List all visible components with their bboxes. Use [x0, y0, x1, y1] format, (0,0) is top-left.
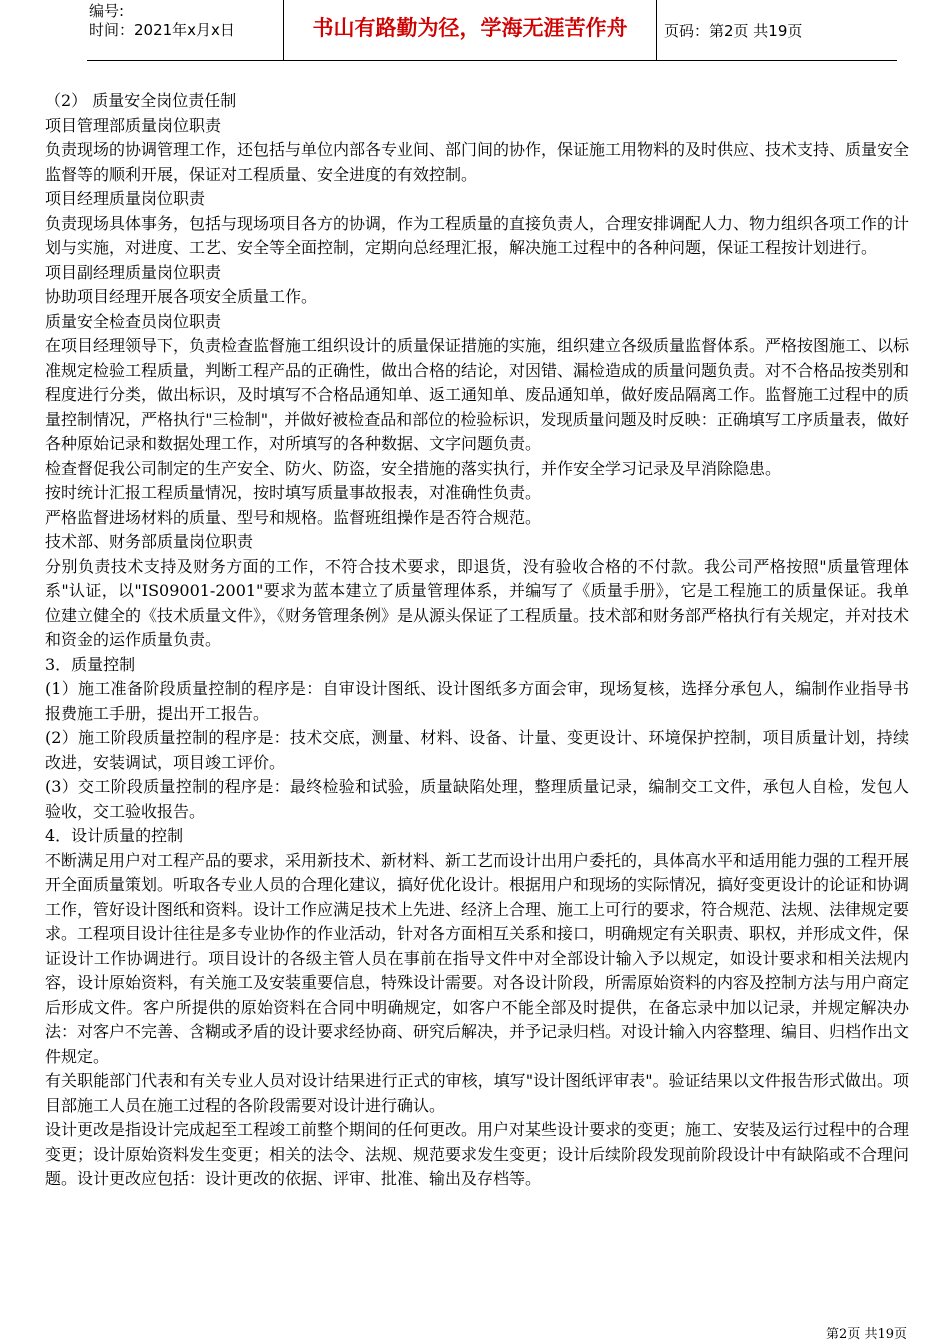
body-paragraph: 协助项目经理开展各项安全质量工作。 — [45, 287, 318, 306]
document-body — [45, 89, 909, 1192]
body-paragraph: 不断满足用户对工程产品的要求，采用新技术、新材料、新工艺而设计出用户委托的，具体高水平和适用能力强的工程开展开全面质量策划。听取各专业人员的合理化建议，搞好优化设计。根据用户和现场的实际情况，搞好变更设计的论证和协调工作，管好设计图纸和资料。设计工作应满足技术上先进、经济上合理、施工上可行的要求，符合规范、法规、法律规定要求。工程项目设计往往是多专业协作的作业活动，针对各方面相互关系和接口，明确规定有关职责、职权，并形成文件，保证设计工作协调进行。项目设计的各级主管人员在事前在指导文件中对全部设计输入予以规定，如设计要求和相关法规内容，设计原始资料，有关施工及安装重要信息，特殊设计需要。对各设计阶段，所需原始资料的内容及控制方法与用户商定后形成文件。客户所提供的原始资料在合同中明确规定，如客户不能全部及时提供，在备忘录中加以记录，并规定解决办法：对客户不完善、含糊或矛盾的设计要求经协商、研究后解决，并予记录归档。对设计输入内容整理、编目、归档作出文件规定。 — [45, 850, 910, 1066]
body-paragraph: 负责现场的协调管理工作，还包括与单位内部各专业间、部门间的协作，保证施工用物料的及时供应、技术支持、质量安全监督等的顺利开展，保证对工程质量、安全进度的有效控制。 — [45, 140, 910, 184]
body-paragraph: 设计更改是指设计完成起至工程竣工前整个期间的任何更改。用户对某些设计要求的变更；施工、安装及运行过程中的合理变更；设计原始资料发生变更；相关的法令、法规、规范要求发生变更；设计后续阶段发现前阶段设计中有缺陷或不合理问题。设计更改应包括：设计更改的依据、评审、批准、输出及存档等。 — [45, 1120, 910, 1188]
subsection-heading: 项目经理质量岗位职责 — [45, 189, 206, 208]
body-paragraph: 分别负责技术支持及财务方面的工作，不符合技术要求，即退货，没有验收合格的不付款。我公司严格按照"质量管理体系"认证，以"IS09001-2001"要求为蓝本建立了质量管理体系，并编写了《质量手册》，它是工程施工的质量保证。我单位建立健全的《技术质量文件》，《财务管理条例》是从源头保证了工程质量。技术部和财务部严格执行有关规定，并对技术和资金的运作质量负责。 — [45, 556, 910, 649]
page-header — [87, 0, 897, 61]
body-paragraph: 在项目经理领导下，负责检查监督施工组织设计的质量保证措施的实施，组织建立各级质量监督体系。严格按图施工、以标准规定检验工程质量，判断工程产品的正确性，做出合格的结论，对因错、漏检造成的质量问题负责。对不合格品按类别和程度进行分类，做出标识，及时填写不合格品通知单、返工通知单、废品通知单，做好废品隔离工作。监督施工过程中的质量控制情况，严格执行"三检制"，并做好被检查品和部位的检验标识，发现质量问题及时反映：正确填写工序质量表，做好各种原始记录和数据处理工作，对所填写的各种数据、文字问题负责。 — [45, 336, 910, 453]
body-paragraph: (2）施工阶段质量控制的程序是：技术交底，测量、材料、设备、计量、变更设计、环境保护控制，项目质量计划，持续改进，安装调试，项目竣工评价。 — [45, 728, 909, 772]
body-paragraph: (3）交工阶段质量控制的程序是：最终检验和试验，质量缺陷处理，整理质量记录，编制交工文件，承包人自检，发包人验收，交工验收报告。 — [45, 777, 909, 821]
header-meta — [87, 0, 283, 60]
body-paragraph: 有关职能部门代表和有关专业人员对设计结果进行正式的审核，填写"设计图纸评审表"。验证结果以文件报告形式做出。项目部施工人员在施工过程的各阶段需要对设计进行确认。 — [45, 1071, 909, 1115]
body-paragraph: 按时统计汇报工程质量情况，按时填写质量事故报表，对准确性负责。 — [45, 483, 542, 502]
body-paragraph: 检查督促我公司制定的生产安全、防火、防盗，安全措施的落实执行，并作安全学习记录及早消除隐患。 — [45, 458, 782, 478]
subsection-heading: 项目管理部质量岗位职责 — [45, 115, 222, 135]
section-heading: 4．设计质量的控制 — [45, 826, 184, 845]
document-time-label: 时间：2021年x月x日 — [89, 21, 235, 39]
body-paragraph: 严格监督进场材料的质量、型号和规格。监督班组操作是否符合规范。 — [45, 507, 542, 527]
body-paragraph: 负责现场具体事务，包括与现场项目各方的协调，作为工程质量的直接负责人，合理安排调配人力、物力组织各项工作的计划与实施，对进度、工艺、安全等全面控制，定期向总经理汇报，解决施工过程中的各种问题，保证工程按计划进行。 — [45, 213, 910, 257]
header-divider — [656, 0, 657, 60]
section-heading: 3．质量控制 — [45, 654, 136, 674]
document-number-label: 编号: — [89, 2, 125, 20]
subsection-heading: 技术部、财务部质量岗位职责 — [45, 532, 254, 551]
page-footer: 第2页 共19页 — [826, 1327, 907, 1342]
header-page-info: 页码：第2页 共19页 — [664, 22, 803, 40]
body-paragraph: (1）施工准备阶段质量控制的程序是：自审设计图纸、设计图纸多方面会审，现场复核，选择分承包人，编制作业指导书报费施工手册，提出开工报告。 — [45, 679, 909, 723]
subsection-heading: 项目副经理质量岗位职责 — [45, 262, 222, 282]
header-motto: 书山有路勤为径，学海无涯苦作舟 — [312, 16, 628, 40]
section-heading: （2） 质量安全岗位责任制 — [45, 91, 237, 110]
subsection-heading: 质量安全检查员岗位职责 — [45, 311, 222, 331]
